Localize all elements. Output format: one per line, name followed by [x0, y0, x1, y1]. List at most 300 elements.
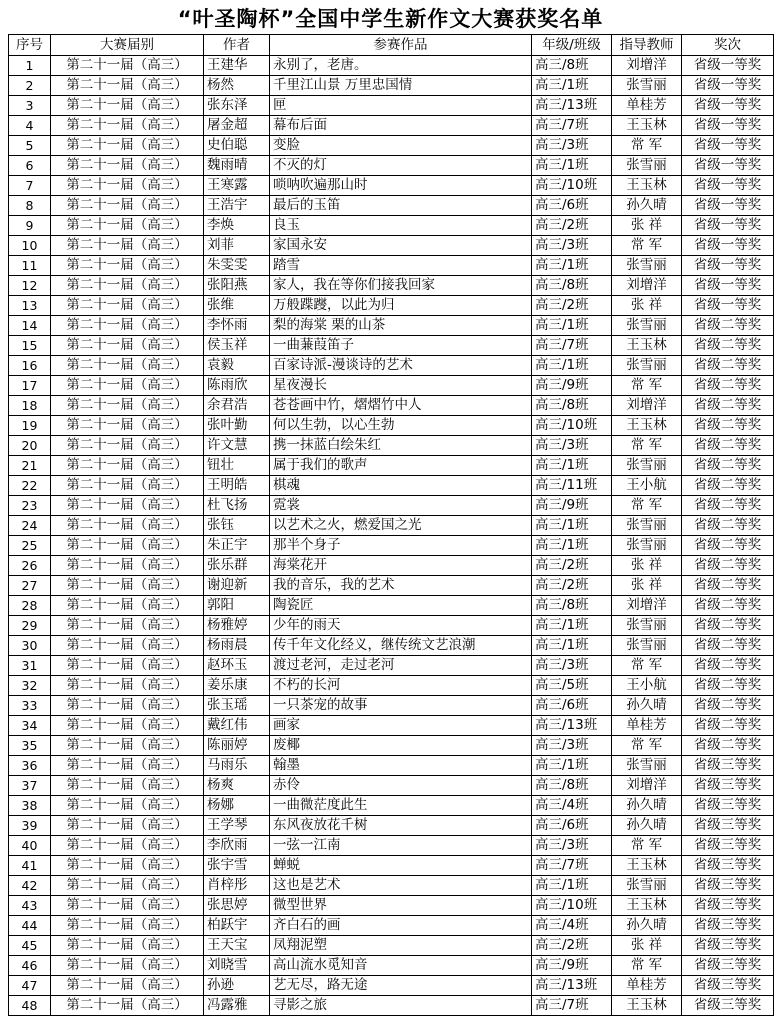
cell-number: 36 [9, 756, 51, 776]
cell-number: 33 [9, 696, 51, 716]
cell-session: 第二十一届（高三） [51, 796, 204, 816]
cell-author: 张阳燕 [204, 276, 270, 296]
cell-session: 第二十一届（高三） [51, 96, 204, 116]
cell-award: 省级三等奖 [682, 856, 774, 876]
cell-number: 20 [9, 436, 51, 456]
cell-work: 一曲微茫度此生 [270, 796, 532, 816]
table-row [9, 296, 774, 316]
cell-author: 余君浩 [204, 396, 270, 416]
cell-author: 杨然 [204, 76, 270, 96]
cell-teacher: 常 军 [612, 436, 682, 456]
cell-class: 高三/5班 [532, 676, 612, 696]
table-row [9, 216, 774, 236]
cell-session: 第二十一届（高三） [51, 616, 204, 636]
cell-work: 东风夜放花千树 [270, 816, 532, 836]
cell-work: 踏雪 [270, 256, 532, 276]
cell-teacher: 常 军 [612, 656, 682, 676]
cell-session: 第二十一届（高三） [51, 996, 204, 1016]
cell-award: 省级一等奖 [682, 76, 774, 96]
cell-session: 第二十一届（高三） [51, 756, 204, 776]
cell-session: 第二十一届（高三） [51, 56, 204, 76]
cell-class: 高三/4班 [532, 796, 612, 816]
cell-teacher: 张 祥 [612, 556, 682, 576]
table-row [9, 656, 774, 676]
cell-author: 杨爽 [204, 776, 270, 796]
cell-teacher: 张雪丽 [612, 76, 682, 96]
cell-work: 千里江山景 万里忠国情 [270, 76, 532, 96]
cell-teacher: 刘增洋 [612, 276, 682, 296]
cell-work: 不灭的灯 [270, 156, 532, 176]
cell-class: 高三/7班 [532, 336, 612, 356]
table-row [9, 576, 774, 596]
cell-teacher: 孙久晴 [612, 916, 682, 936]
cell-teacher: 张雪丽 [612, 456, 682, 476]
cell-session: 第二十一届（高三） [51, 376, 204, 396]
cell-number: 40 [9, 836, 51, 856]
cell-teacher: 常 军 [612, 836, 682, 856]
cell-award: 省级一等奖 [682, 216, 774, 236]
cell-work: 以艺术之火，燃爱国之光 [270, 516, 532, 536]
cell-teacher: 单桂芳 [612, 716, 682, 736]
cell-teacher: 张雪丽 [612, 536, 682, 556]
cell-session: 第二十一届（高三） [51, 736, 204, 756]
cell-number: 5 [9, 136, 51, 156]
cell-teacher: 刘增洋 [612, 596, 682, 616]
cell-work: 匣 [270, 96, 532, 116]
cell-class: 高三/3班 [532, 736, 612, 756]
table-row [9, 636, 774, 656]
cell-author: 张宇雪 [204, 856, 270, 876]
cell-author: 王学琴 [204, 816, 270, 836]
table-row [9, 496, 774, 516]
cell-author: 孙逊 [204, 976, 270, 996]
cell-author: 张乐群 [204, 556, 270, 576]
table-row [9, 856, 774, 876]
cell-work: 寻影之旅 [270, 996, 532, 1016]
table-row [9, 696, 774, 716]
table-row [9, 516, 774, 536]
cell-work: 一曲蒹葭笛子 [270, 336, 532, 356]
cell-session: 第二十一届（高三） [51, 876, 204, 896]
cell-teacher: 刘增洋 [612, 776, 682, 796]
cell-author: 戴红伟 [204, 716, 270, 736]
cell-work: 最后的玉笛 [270, 196, 532, 216]
table-row [9, 336, 774, 356]
cell-number: 34 [9, 716, 51, 736]
cell-award: 省级二等奖 [682, 696, 774, 716]
cell-teacher: 张雪丽 [612, 256, 682, 276]
cell-session: 第二十一届（高三） [51, 276, 204, 296]
cell-award: 省级三等奖 [682, 936, 774, 956]
cell-class: 高三/9班 [532, 376, 612, 396]
cell-class: 高三/2班 [532, 576, 612, 596]
cell-number: 46 [9, 956, 51, 976]
cell-class: 高三/1班 [532, 536, 612, 556]
table-row [9, 256, 774, 276]
cell-teacher: 王玉林 [612, 896, 682, 916]
cell-teacher: 常 军 [612, 236, 682, 256]
cell-work: 苍苍画中竹，熠熠竹中人 [270, 396, 532, 416]
cell-work: 星夜漫长 [270, 376, 532, 396]
cell-work: 这也是艺术 [270, 876, 532, 896]
cell-author: 柏跃宇 [204, 916, 270, 936]
cell-author: 陈雨欣 [204, 376, 270, 396]
cell-number: 3 [9, 96, 51, 116]
cell-session: 第二十一届（高三） [51, 716, 204, 736]
cell-work: 何以生勃，以心生勃 [270, 416, 532, 436]
cell-author: 王明皓 [204, 476, 270, 496]
cell-teacher: 张 祥 [612, 296, 682, 316]
cell-work: 艺无尽，路无途 [270, 976, 532, 996]
cell-teacher: 孙久晴 [612, 696, 682, 716]
cell-award: 省级二等奖 [682, 416, 774, 436]
cell-number: 37 [9, 776, 51, 796]
table-row [9, 756, 774, 776]
cell-class: 高三/3班 [532, 136, 612, 156]
cell-work: 属于我们的歌声 [270, 456, 532, 476]
cell-session: 第二十一届（高三） [51, 556, 204, 576]
cell-award: 省级二等奖 [682, 716, 774, 736]
cell-author: 张思婷 [204, 896, 270, 916]
cell-award: 省级一等奖 [682, 156, 774, 176]
cell-class: 高三/9班 [532, 956, 612, 976]
cell-award: 省级二等奖 [682, 456, 774, 476]
cell-class: 高三/1班 [532, 516, 612, 536]
cell-class: 高三/6班 [532, 696, 612, 716]
cell-session: 第二十一届（高三） [51, 256, 204, 276]
page-title: “叶圣陶杯”全国中学生新作文大赛获奖名单 [177, 7, 604, 31]
cell-number: 39 [9, 816, 51, 836]
cell-author: 杨娜 [204, 796, 270, 816]
table-row [9, 316, 774, 336]
cell-class: 高三/8班 [532, 776, 612, 796]
cell-number: 22 [9, 476, 51, 496]
table-row [9, 456, 774, 476]
cell-author: 张东泽 [204, 96, 270, 116]
cell-work: 翰墨 [270, 756, 532, 776]
cell-work: 梨的海棠 栗的山茶 [270, 316, 532, 336]
cell-work: 万般蹀躞，以此为归 [270, 296, 532, 316]
cell-work: 不朽的长河 [270, 676, 532, 696]
cell-award: 省级三等奖 [682, 816, 774, 836]
cell-teacher: 单桂芳 [612, 96, 682, 116]
cell-number: 8 [9, 196, 51, 216]
cell-teacher: 张雪丽 [612, 516, 682, 536]
cell-number: 7 [9, 176, 51, 196]
table-row [9, 96, 774, 116]
cell-teacher: 王玉林 [612, 416, 682, 436]
cell-teacher: 常 军 [612, 736, 682, 756]
cell-author: 郭阳 [204, 596, 270, 616]
cell-work: 一只茶宠的故事 [270, 696, 532, 716]
cell-teacher: 张 祥 [612, 576, 682, 596]
cell-work: 凤翔泥塑 [270, 936, 532, 956]
cell-award: 省级一等奖 [682, 236, 774, 256]
table-row [9, 276, 774, 296]
table-row [9, 76, 774, 96]
cell-session: 第二十一届（高三） [51, 116, 204, 136]
cell-award: 省级一等奖 [682, 136, 774, 156]
cell-class: 高三/2班 [532, 556, 612, 576]
cell-class: 高三/2班 [532, 936, 612, 956]
cell-class: 高三/3班 [532, 656, 612, 676]
cell-teacher: 王小航 [612, 676, 682, 696]
cell-work: 幕布后面 [270, 116, 532, 136]
cell-work: 传千年文化经义，继传统文艺浪潮 [270, 636, 532, 656]
cell-award: 省级一等奖 [682, 256, 774, 276]
cell-work: 家国永安 [270, 236, 532, 256]
cell-class: 高三/1班 [532, 636, 612, 656]
header-author: 作者 [204, 35, 270, 56]
cell-author: 王寒露 [204, 176, 270, 196]
cell-session: 第二十一届（高三） [51, 456, 204, 476]
cell-session: 第二十一届（高三） [51, 956, 204, 976]
cell-number: 42 [9, 876, 51, 896]
cell-author: 肖梓彤 [204, 876, 270, 896]
cell-author: 张钰 [204, 516, 270, 536]
cell-class: 高三/10班 [532, 896, 612, 916]
cell-number: 19 [9, 416, 51, 436]
cell-author: 张玉瑶 [204, 696, 270, 716]
table-row [9, 676, 774, 696]
table-row [9, 816, 774, 836]
cell-number: 45 [9, 936, 51, 956]
cell-work: 微型世界 [270, 896, 532, 916]
cell-teacher: 张雪丽 [612, 356, 682, 376]
cell-number: 32 [9, 676, 51, 696]
table-row [9, 956, 774, 976]
cell-number: 27 [9, 576, 51, 596]
cell-work: 海棠花开 [270, 556, 532, 576]
cell-award: 省级一等奖 [682, 116, 774, 136]
cell-class: 高三/6班 [532, 196, 612, 216]
table-row [9, 596, 774, 616]
cell-author: 史伯聪 [204, 136, 270, 156]
cell-number: 10 [9, 236, 51, 256]
cell-number: 43 [9, 896, 51, 916]
cell-number: 30 [9, 636, 51, 656]
cell-award: 省级二等奖 [682, 336, 774, 356]
table-row [9, 836, 774, 856]
cell-class: 高三/3班 [532, 236, 612, 256]
table-row [9, 176, 774, 196]
table-row [9, 616, 774, 636]
table-row [9, 796, 774, 816]
cell-work: 百家诗派-漫谈诗的艺术 [270, 356, 532, 376]
cell-award: 省级三等奖 [682, 976, 774, 996]
cell-class: 高三/8班 [532, 396, 612, 416]
cell-award: 省级三等奖 [682, 796, 774, 816]
cell-number: 44 [9, 916, 51, 936]
cell-work: 棋魂 [270, 476, 532, 496]
award-list-sheet [8, 4, 773, 1016]
cell-award: 省级三等奖 [682, 836, 774, 856]
cell-session: 第二十一届（高三） [51, 696, 204, 716]
cell-session: 第二十一届（高三） [51, 676, 204, 696]
cell-author: 刘菲 [204, 236, 270, 256]
cell-work: 画家 [270, 716, 532, 736]
cell-teacher: 王玉林 [612, 856, 682, 876]
cell-author: 姜乐康 [204, 676, 270, 696]
cell-teacher: 单桂芳 [612, 976, 682, 996]
cell-work: 霓裳 [270, 496, 532, 516]
table-row [9, 876, 774, 896]
cell-award: 省级二等奖 [682, 356, 774, 376]
cell-award: 省级一等奖 [682, 96, 774, 116]
cell-author: 杜飞扬 [204, 496, 270, 516]
cell-teacher: 常 军 [612, 136, 682, 156]
cell-award: 省级二等奖 [682, 496, 774, 516]
table-row [9, 416, 774, 436]
table-row [9, 376, 774, 396]
table-row [9, 476, 774, 496]
cell-award: 省级二等奖 [682, 576, 774, 596]
table-row [9, 996, 774, 1016]
cell-number: 38 [9, 796, 51, 816]
cell-number: 24 [9, 516, 51, 536]
table-row [9, 156, 774, 176]
cell-number: 25 [9, 536, 51, 556]
cell-class: 高三/1班 [532, 76, 612, 96]
cell-award: 省级一等奖 [682, 176, 774, 196]
cell-author: 朱正宇 [204, 536, 270, 556]
cell-award: 省级二等奖 [682, 676, 774, 696]
cell-teacher: 刘增洋 [612, 56, 682, 76]
cell-number: 12 [9, 276, 51, 296]
cell-session: 第二十一届（高三） [51, 156, 204, 176]
cell-class: 高三/1班 [532, 756, 612, 776]
cell-work: 我的音乐，我的艺术 [270, 576, 532, 596]
table-row [9, 556, 774, 576]
cell-number: 21 [9, 456, 51, 476]
cell-class: 高三/1班 [532, 876, 612, 896]
cell-class: 高三/2班 [532, 296, 612, 316]
cell-award: 省级二等奖 [682, 376, 774, 396]
cell-session: 第二十一届（高三） [51, 636, 204, 656]
table-body [9, 56, 774, 1016]
cell-number: 14 [9, 316, 51, 336]
cell-class: 高三/3班 [532, 436, 612, 456]
cell-session: 第二十一届（高三） [51, 396, 204, 416]
cell-author: 张维 [204, 296, 270, 316]
cell-teacher: 刘增洋 [612, 396, 682, 416]
cell-award: 省级一等奖 [682, 296, 774, 316]
cell-class: 高三/1班 [532, 456, 612, 476]
cell-teacher: 王玉林 [612, 116, 682, 136]
cell-teacher: 张 祥 [612, 936, 682, 956]
cell-teacher: 张雪丽 [612, 876, 682, 896]
cell-session: 第二十一届（高三） [51, 316, 204, 336]
cell-author: 杨雅婷 [204, 616, 270, 636]
table-row [9, 356, 774, 376]
header-award: 奖次 [682, 35, 774, 56]
cell-number: 17 [9, 376, 51, 396]
cell-session: 第二十一届（高三） [51, 836, 204, 856]
cell-work: 陶瓷匠 [270, 596, 532, 616]
cell-number: 28 [9, 596, 51, 616]
cell-class: 高三/7班 [532, 996, 612, 1016]
cell-number: 9 [9, 216, 51, 236]
header-class: 年级/班级 [532, 35, 612, 56]
cell-session: 第二十一届（高三） [51, 176, 204, 196]
cell-award: 省级二等奖 [682, 316, 774, 336]
cell-number: 48 [9, 996, 51, 1016]
cell-session: 第二十一届（高三） [51, 536, 204, 556]
cell-session: 第二十一届（高三） [51, 816, 204, 836]
table-row [9, 936, 774, 956]
header-teacher: 指导教师 [612, 35, 682, 56]
cell-session: 第二十一届（高三） [51, 776, 204, 796]
cell-session: 第二十一届（高三） [51, 936, 204, 956]
cell-author: 张叶勤 [204, 416, 270, 436]
cell-work: 永别了，老唐。 [270, 56, 532, 76]
table-row [9, 716, 774, 736]
table-row [9, 116, 774, 136]
cell-number: 15 [9, 336, 51, 356]
cell-author: 李怀雨 [204, 316, 270, 336]
cell-teacher: 张雪丽 [612, 616, 682, 636]
cell-session: 第二十一届（高三） [51, 496, 204, 516]
table-row [9, 196, 774, 216]
cell-number: 1 [9, 56, 51, 76]
table-row [9, 916, 774, 936]
cell-award: 省级三等奖 [682, 876, 774, 896]
cell-author: 王建华 [204, 56, 270, 76]
cell-session: 第二十一届（高三） [51, 576, 204, 596]
cell-award: 省级三等奖 [682, 756, 774, 776]
cell-number: 18 [9, 396, 51, 416]
cell-number: 47 [9, 976, 51, 996]
cell-number: 4 [9, 116, 51, 136]
table-row [9, 136, 774, 156]
cell-award: 省级二等奖 [682, 436, 774, 456]
cell-class: 高三/8班 [532, 276, 612, 296]
cell-class: 高三/7班 [532, 856, 612, 876]
cell-session: 第二十一届（高三） [51, 656, 204, 676]
cell-author: 王浩宇 [204, 196, 270, 216]
cell-author: 屠金超 [204, 116, 270, 136]
header-session: 大赛届别 [51, 35, 204, 56]
cell-class: 高三/4班 [532, 916, 612, 936]
cell-work: 渡过老河，走过老河 [270, 656, 532, 676]
table-row [9, 56, 774, 76]
cell-number: 23 [9, 496, 51, 516]
cell-class: 高三/2班 [532, 216, 612, 236]
cell-class: 高三/7班 [532, 116, 612, 136]
cell-session: 第二十一届（高三） [51, 976, 204, 996]
cell-author: 袁毅 [204, 356, 270, 376]
cell-number: 2 [9, 76, 51, 96]
table-row [9, 536, 774, 556]
cell-work: 携一抹蓝白绘朱红 [270, 436, 532, 456]
table-row [9, 776, 774, 796]
cell-class: 高三/1班 [532, 356, 612, 376]
cell-class: 高三/11班 [532, 476, 612, 496]
cell-number: 31 [9, 656, 51, 676]
cell-number: 26 [9, 556, 51, 576]
cell-author: 许文慧 [204, 436, 270, 456]
cell-session: 第二十一届（高三） [51, 336, 204, 356]
cell-award: 省级二等奖 [682, 616, 774, 636]
cell-author: 朱雯雯 [204, 256, 270, 276]
cell-work: 那半个身子 [270, 536, 532, 556]
cell-author: 冯露雅 [204, 996, 270, 1016]
cell-work: 少年的雨天 [270, 616, 532, 636]
cell-author: 侯玉祥 [204, 336, 270, 356]
cell-author: 钮壮 [204, 456, 270, 476]
cell-work: 变脸 [270, 136, 532, 156]
cell-teacher: 常 军 [612, 956, 682, 976]
